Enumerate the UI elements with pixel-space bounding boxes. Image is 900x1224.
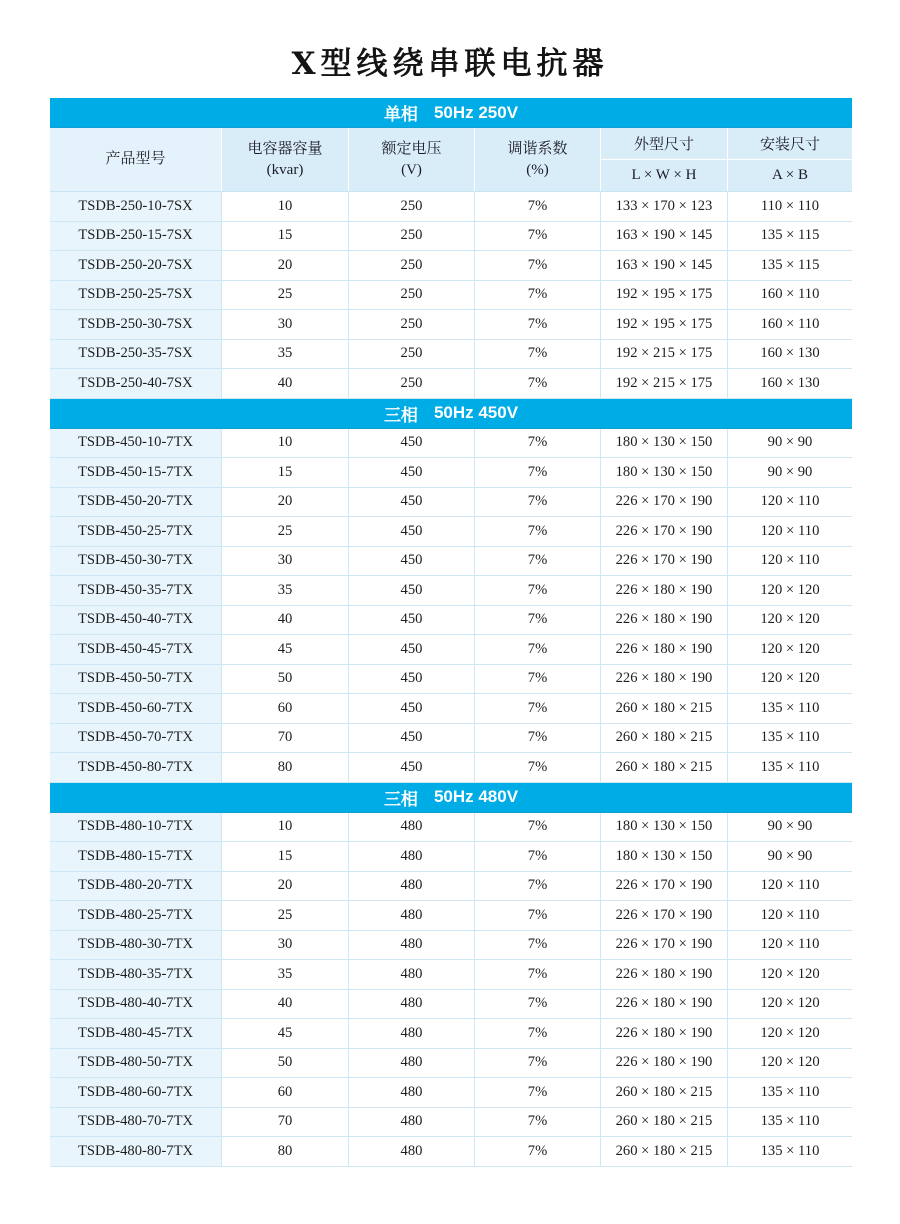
table-row [50,931,852,961]
section-spec: 50Hz 450V [433,403,519,422]
column-header-unit: (%) [526,161,549,178]
column-header-unit: L × W × H [631,167,697,183]
cell-model: TSDB-480-35-7TX [50,960,221,989]
cell-outline-size: 226 × 180 × 190 [600,1049,727,1078]
cell-tuning: 7% [474,340,600,369]
table-row [50,990,852,1020]
cell-voltage: 450 [348,724,474,753]
cell-mounting-size: 120 × 110 [727,872,852,901]
cell-tuning: 7% [474,429,600,458]
cell-tuning: 7% [474,310,600,339]
cell-model: TSDB-450-20-7TX [50,488,221,517]
table-row [50,488,852,518]
cell-mounting-size: 90 × 90 [727,813,852,842]
cell-tuning: 7% [474,635,600,664]
cell-model: TSDB-250-25-7SX [50,281,221,310]
table-row [50,813,852,843]
column-header-outline-size [600,128,727,191]
table-row [50,694,852,724]
cell-outline-size: 226 × 170 × 190 [600,547,727,576]
cell-tuning: 7% [474,1078,600,1107]
table-row [50,192,852,222]
cell-outline-size: 192 × 195 × 175 [600,281,727,310]
cell-capacity: 70 [221,1108,348,1137]
cell-voltage: 480 [348,990,474,1019]
table-row [50,606,852,636]
table-row [50,429,852,459]
cell-outline-size: 180 × 130 × 150 [600,458,727,487]
cell-mounting-size: 160 × 110 [727,310,852,339]
cell-capacity: 60 [221,694,348,723]
cell-model: TSDB-450-25-7TX [50,517,221,546]
cell-voltage: 450 [348,606,474,635]
cell-mounting-size: 120 × 110 [727,901,852,930]
cell-mounting-size: 160 × 110 [727,281,852,310]
cell-model: TSDB-480-30-7TX [50,931,221,960]
cell-voltage: 480 [348,931,474,960]
cell-outline-size: 260 × 180 × 215 [600,1078,727,1107]
cell-capacity: 35 [221,960,348,989]
cell-outline-size: 192 × 215 × 175 [600,369,727,398]
cell-voltage: 450 [348,665,474,694]
cell-capacity: 35 [221,576,348,605]
cell-capacity: 20 [221,872,348,901]
cell-model: TSDB-250-40-7SX [50,369,221,398]
cell-outline-size: 260 × 180 × 215 [600,694,727,723]
cell-capacity: 20 [221,251,348,280]
column-header-capacity [221,128,348,191]
cell-model: TSDB-450-80-7TX [50,753,221,782]
cell-model: TSDB-480-50-7TX [50,1049,221,1078]
cell-voltage: 450 [348,488,474,517]
cell-voltage: 450 [348,753,474,782]
cell-capacity: 25 [221,281,348,310]
cell-model: TSDB-250-10-7SX [50,192,221,221]
cell-tuning: 7% [474,1137,600,1166]
table-header-row [50,128,852,192]
cell-tuning: 7% [474,606,600,635]
cell-capacity: 30 [221,931,348,960]
table-row [50,872,852,902]
cell-tuning: 7% [474,872,600,901]
cell-model: TSDB-480-80-7TX [50,1137,221,1166]
cell-model: TSDB-480-40-7TX [50,990,221,1019]
cell-tuning: 7% [474,990,600,1019]
cell-mounting-size: 160 × 130 [727,340,852,369]
cell-capacity: 45 [221,635,348,664]
cell-outline-size: 163 × 190 × 145 [600,222,727,251]
cell-mounting-size: 135 × 110 [727,1108,852,1137]
cell-capacity: 80 [221,753,348,782]
table-row [50,1108,852,1138]
cell-capacity: 25 [221,901,348,930]
cell-mounting-size: 90 × 90 [727,429,852,458]
cell-model: TSDB-450-70-7TX [50,724,221,753]
table-row [50,635,852,665]
cell-capacity: 40 [221,606,348,635]
cell-tuning: 7% [474,222,600,251]
cell-model: TSDB-450-10-7TX [50,429,221,458]
column-header-tuning [474,128,600,191]
cell-mounting-size: 120 × 110 [727,931,852,960]
cell-model: TSDB-450-50-7TX [50,665,221,694]
cell-capacity: 15 [221,842,348,871]
cell-tuning: 7% [474,901,600,930]
cell-outline-size: 260 × 180 × 215 [600,1108,727,1137]
cell-voltage: 450 [348,635,474,664]
cell-outline-size: 192 × 195 × 175 [600,310,727,339]
cell-mounting-size: 135 × 110 [727,1137,852,1166]
cell-mounting-size: 120 × 120 [727,635,852,664]
section-phase: 三相 [383,405,418,425]
table-row [50,753,852,783]
cell-voltage: 480 [348,1049,474,1078]
cell-mounting-size: 135 × 115 [727,251,852,280]
cell-capacity: 40 [221,369,348,398]
column-header-label: 产品型号 [105,151,166,167]
cell-tuning: 7% [474,192,600,221]
cell-tuning: 7% [474,547,600,576]
cell-capacity: 25 [221,517,348,546]
cell-model: TSDB-450-15-7TX [50,458,221,487]
cell-capacity: 10 [221,813,348,842]
cell-model: TSDB-480-25-7TX [50,901,221,930]
cell-outline-size: 133 × 170 × 123 [600,192,727,221]
table-row [50,222,852,252]
cell-voltage: 480 [348,1078,474,1107]
section-spec: 50Hz 250V [433,102,519,122]
cell-voltage: 450 [348,694,474,723]
cell-voltage: 480 [348,813,474,842]
cell-mounting-size: 120 × 120 [727,665,852,694]
cell-outline-size: 180 × 130 × 150 [600,429,727,458]
cell-mounting-size: 120 × 110 [727,547,852,576]
table-row [50,665,852,695]
cell-model: TSDB-450-35-7TX [50,576,221,605]
cell-capacity: 30 [221,310,348,339]
cell-model: TSDB-480-10-7TX [50,813,221,842]
section-phase: 单相 [383,105,418,124]
section-band [50,399,852,429]
cell-capacity: 70 [221,724,348,753]
cell-tuning: 7% [474,1049,600,1078]
cell-capacity: 50 [221,665,348,694]
cell-model: TSDB-250-15-7SX [50,222,221,251]
cell-voltage: 250 [348,340,474,369]
cell-mounting-size: 135 × 115 [727,222,852,251]
cell-tuning: 7% [474,931,600,960]
cell-voltage: 480 [348,960,474,989]
cell-model: TSDB-250-20-7SX [50,251,221,280]
cell-model: TSDB-450-45-7TX [50,635,221,664]
cell-voltage: 480 [348,1019,474,1048]
cell-model: TSDB-250-30-7SX [50,310,221,339]
cell-outline-size: 226 × 170 × 190 [600,901,727,930]
cell-tuning: 7% [474,724,600,753]
cell-model: TSDB-450-30-7TX [50,547,221,576]
cell-model: TSDB-450-60-7TX [50,694,221,723]
cell-tuning: 7% [474,369,600,398]
cell-capacity: 30 [221,547,348,576]
cell-capacity: 15 [221,222,348,251]
cell-outline-size: 180 × 130 × 150 [600,842,727,871]
cell-voltage: 250 [348,310,474,339]
cell-voltage: 480 [348,1137,474,1166]
column-header-label: 调谐系数 [507,140,568,157]
table-row [50,576,852,606]
cell-tuning: 7% [474,281,600,310]
cell-outline-size: 226 × 170 × 190 [600,488,727,517]
cell-mounting-size: 120 × 120 [727,1019,852,1048]
cell-capacity: 45 [221,1019,348,1048]
cell-mounting-size: 120 × 120 [727,1049,852,1078]
cell-tuning: 7% [474,1108,600,1137]
cell-mounting-size: 135 × 110 [727,724,852,753]
table-row [50,960,852,990]
section-band [50,98,852,128]
section-phase: 三相 [383,789,418,809]
cell-tuning: 7% [474,458,600,487]
cell-voltage: 250 [348,222,474,251]
table-row [50,281,852,311]
cell-outline-size: 226 × 170 × 190 [600,872,727,901]
cell-outline-size: 260 × 180 × 215 [600,1137,727,1166]
page-title: X型线绕串联电抗器 [291,46,609,82]
cell-capacity: 40 [221,990,348,1019]
column-header-label: 安装尺寸 [728,128,852,160]
cell-model: TSDB-480-20-7TX [50,872,221,901]
cell-tuning: 7% [474,251,600,280]
cell-model: TSDB-480-60-7TX [50,1078,221,1107]
cell-model: TSDB-480-70-7TX [50,1108,221,1137]
table-row [50,310,852,340]
cell-voltage: 250 [348,369,474,398]
cell-mounting-size: 120 × 120 [727,606,852,635]
cell-mounting-size: 135 × 110 [727,1078,852,1107]
section-spec: 50Hz 480V [433,787,519,806]
cell-voltage: 480 [348,872,474,901]
cell-outline-size: 226 × 180 × 190 [600,990,727,1019]
cell-capacity: 60 [221,1078,348,1107]
cell-outline-size: 260 × 180 × 215 [600,724,727,753]
cell-tuning: 7% [474,960,600,989]
cell-mounting-size: 120 × 120 [727,990,852,1019]
cell-mounting-size: 160 × 130 [727,369,852,398]
table-row [50,901,852,931]
cell-voltage: 480 [348,901,474,930]
cell-outline-size: 226 × 180 × 190 [600,960,727,989]
cell-tuning: 7% [474,813,600,842]
cell-voltage: 250 [348,192,474,221]
cell-tuning: 7% [474,517,600,546]
cell-voltage: 450 [348,547,474,576]
cell-outline-size: 226 × 180 × 190 [600,576,727,605]
cell-voltage: 250 [348,251,474,280]
cell-capacity: 80 [221,1137,348,1166]
table-row [50,1049,852,1079]
cell-tuning: 7% [474,1019,600,1048]
cell-mounting-size: 135 × 110 [727,753,852,782]
section-band [50,783,852,813]
table-row [50,842,852,872]
cell-outline-size: 226 × 180 × 190 [600,606,727,635]
cell-mounting-size: 90 × 90 [727,842,852,871]
cell-capacity: 35 [221,340,348,369]
cell-mounting-size: 135 × 110 [727,694,852,723]
table-row [50,1019,852,1049]
table-row [50,340,852,370]
table-row [50,458,852,488]
cell-mounting-size: 120 × 110 [727,517,852,546]
cell-capacity: 10 [221,429,348,458]
cell-outline-size: 180 × 130 × 150 [600,813,727,842]
column-header-mounting-size [727,128,852,191]
cell-voltage: 450 [348,429,474,458]
cell-outline-size: 163 × 190 × 145 [600,251,727,280]
table-row [50,517,852,547]
cell-tuning: 7% [474,694,600,723]
cell-capacity: 20 [221,488,348,517]
column-header-label: 电容器容量 [247,140,323,157]
cell-tuning: 7% [474,665,600,694]
cell-outline-size: 260 × 180 × 215 [600,753,727,782]
table-row [50,251,852,281]
cell-outline-size: 226 × 170 × 190 [600,931,727,960]
cell-tuning: 7% [474,576,600,605]
spec-table [50,98,852,1167]
table-row [50,369,852,399]
cell-voltage: 450 [348,576,474,605]
cell-model: TSDB-250-35-7SX [50,340,221,369]
cell-mounting-size: 120 × 120 [727,960,852,989]
cell-tuning: 7% [474,842,600,871]
cell-capacity: 10 [221,192,348,221]
cell-outline-size: 226 × 180 × 190 [600,665,727,694]
cell-capacity: 15 [221,458,348,487]
column-header-unit: (kvar) [266,161,304,178]
cell-mounting-size: 120 × 120 [727,576,852,605]
cell-outline-size: 226 × 180 × 190 [600,635,727,664]
cell-outline-size: 192 × 215 × 175 [600,340,727,369]
cell-model: TSDB-480-15-7TX [50,842,221,871]
column-header-voltage [348,128,474,191]
column-header-model [50,128,221,191]
cell-mounting-size: 90 × 90 [727,458,852,487]
cell-tuning: 7% [474,753,600,782]
cell-mounting-size: 110 × 110 [727,192,852,221]
table-row [50,724,852,754]
cell-voltage: 250 [348,281,474,310]
column-header-label: 外型尺寸 [601,128,727,160]
column-header-unit: A × B [772,167,808,183]
table-row [50,547,852,577]
column-header-unit: (V) [401,161,422,178]
column-header-label: 额定电压 [381,140,442,157]
cell-mounting-size: 120 × 110 [727,488,852,517]
cell-voltage: 450 [348,458,474,487]
cell-outline-size: 226 × 170 × 190 [600,517,727,546]
table-row [50,1078,852,1108]
cell-outline-size: 226 × 180 × 190 [600,1019,727,1048]
cell-voltage: 450 [348,517,474,546]
cell-model: TSDB-480-45-7TX [50,1019,221,1048]
cell-voltage: 480 [348,1108,474,1137]
table-row [50,1137,852,1167]
cell-tuning: 7% [474,488,600,517]
cell-model: TSDB-450-40-7TX [50,606,221,635]
cell-voltage: 480 [348,842,474,871]
cell-capacity: 50 [221,1049,348,1078]
